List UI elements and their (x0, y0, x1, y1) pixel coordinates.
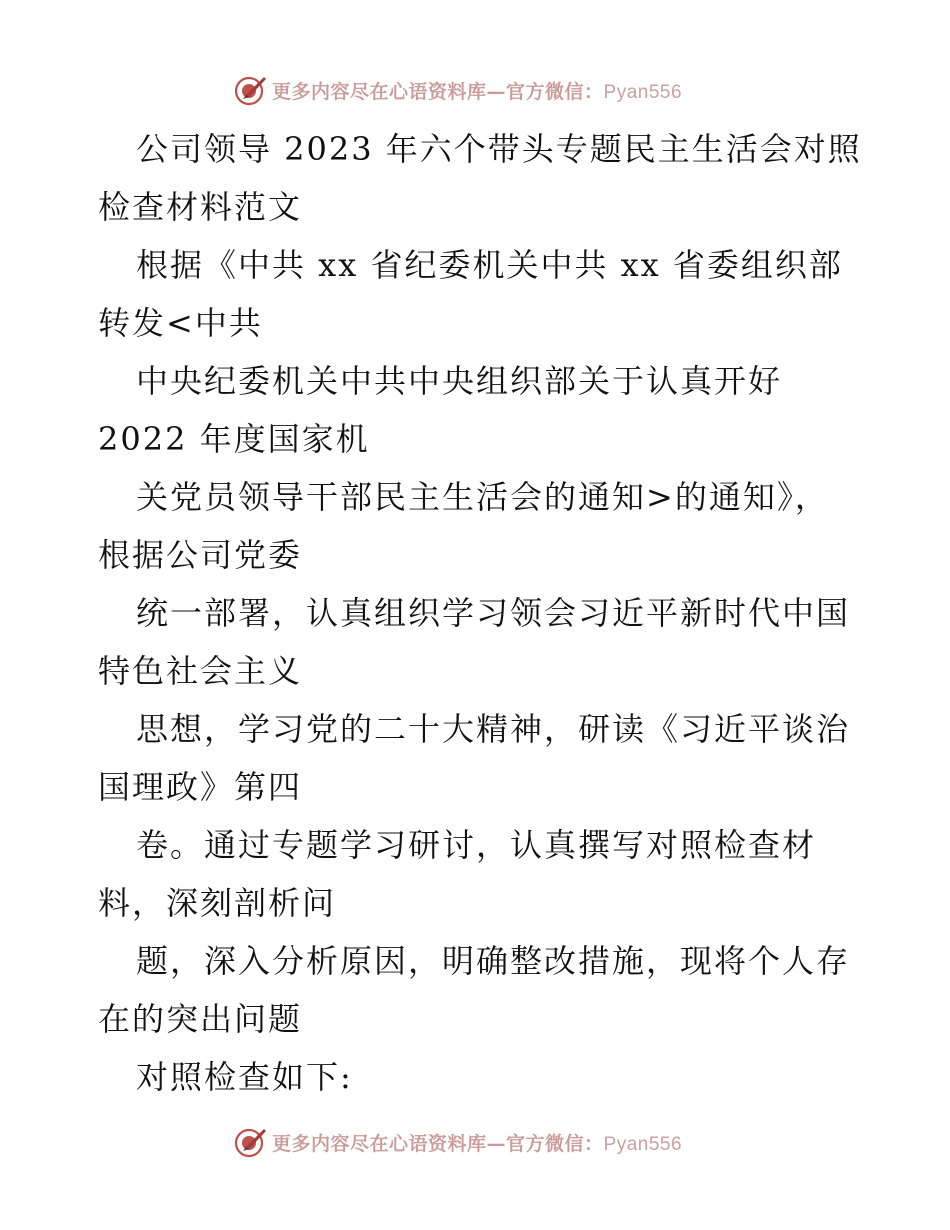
text-line: 检查材料范文 (98, 188, 303, 226)
quill-pen-logo-icon (234, 1125, 268, 1159)
text-line: 2022 年度国家机 (98, 420, 370, 458)
text-line: 关党员领导干部民主生活会的通知>的通知》， (136, 478, 829, 516)
watermark-text: 更多内容尽在心语资料库—官方微信：Pyan556 (272, 80, 683, 103)
text-line: 国理政》第四 (98, 768, 303, 806)
text-line: 对照检查如下: (136, 1058, 353, 1096)
text-line: 中央纪委机关中共中央组织部关于认真开好 (136, 362, 783, 400)
text-line: 题，深入分析原因，明确整改措施，现将个人存 (136, 942, 851, 980)
document-body (98, 120, 862, 1106)
text-line: 思想，学习党的二十大精神，研读《习近平谈治 (136, 710, 851, 748)
text-line: 公司领导 2023 年六个带头专题民主生活会对照 (136, 130, 862, 168)
watermark-text: 更多内容尽在心语资料库—官方微信：Pyan556 (272, 1132, 683, 1155)
text-line: 转发<中共 (98, 304, 263, 342)
footer-watermark (234, 1124, 682, 1160)
text-line: 根据公司党委 (98, 536, 303, 574)
quill-pen-logo-icon (234, 73, 268, 107)
text-line: 根据《中共 xx 省纪委机关中共 xx 省委组织部 (136, 246, 843, 284)
text-line: 统一部署，认真组织学习领会习近平新时代中国 (136, 594, 851, 632)
text-line: 在的突出问题 (98, 1000, 303, 1038)
text-line: 卷。通过专题学习研讨，认真撰写对照检查材 (136, 826, 817, 864)
text-line: 料，深刻剖析问 (98, 884, 337, 922)
text-line: 特色社会主义 (98, 652, 303, 690)
header-watermark (234, 72, 682, 108)
